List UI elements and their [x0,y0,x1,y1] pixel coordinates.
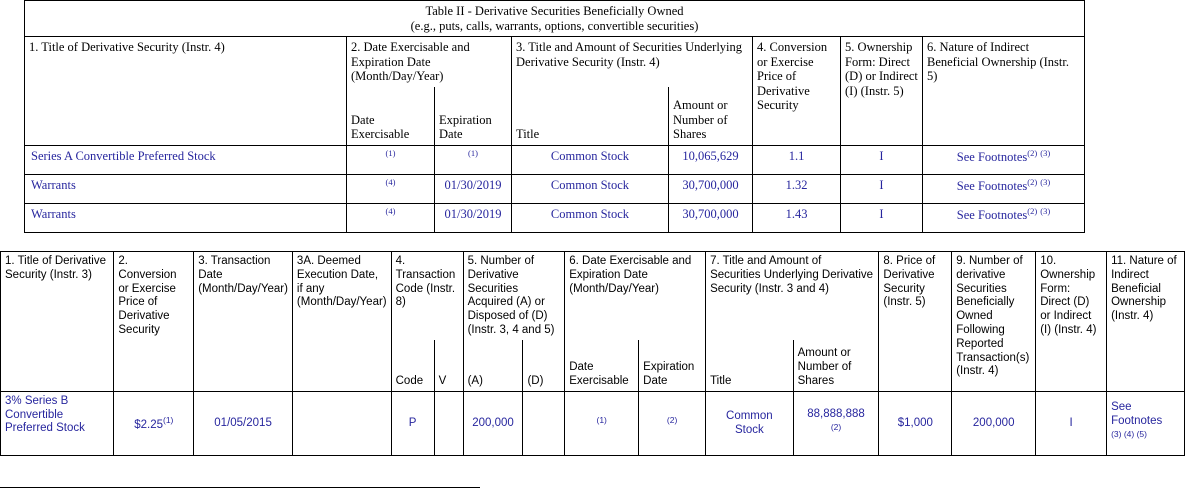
header-expiration-date: Expiration Date [435,87,512,146]
footnote-ref[interactable]: (4) [385,176,396,187]
cell-v [434,391,463,455]
footnote-ref[interactable]: (2) [1027,205,1038,216]
table-ii-container [24,0,1094,233]
cell-derivative-title: Series A Convertible Preferred Stock [25,145,347,174]
see-footnotes-link[interactable]: See Footnotes [956,207,1028,222]
cell-conversion-price: 1.32 [753,174,841,203]
header-ownership-form: 10. Ownership Form: Direct (D) or Indirect (I) (Instr. 4) [1036,252,1107,392]
table-ii-title [25,1,1085,37]
footnote-ref[interactable]: (1) [596,414,607,425]
header-title-amount-underlying: 3. Title and Amount of Securities Underlying Derivative Security (Instr. 4) [512,37,753,87]
header-price-of-derivative-security: 8. Price of Derivative Security (Instr. 5) [879,252,952,392]
table-ii-title-row [25,1,1085,37]
header-amount-or-number-of-shares: Amount or Number of Shares [793,340,879,392]
cell-underlying-title: Common Stock [512,174,669,203]
footnote-ref[interactable]: (2) [666,414,678,425]
cell-date-exercisable [347,203,435,232]
cell-nature-of-ownership [923,174,1085,203]
table-i-container [0,251,1185,456]
cell-conversion-price: 1.1 [753,145,841,174]
cell-amount-shares [793,391,879,455]
cell-underlying-title: Common Stock [512,203,669,232]
header-transaction-date: 3. Transaction Date (Month/Day/Year) [194,252,293,392]
cell-derivative-title: Warrants [25,203,347,232]
header-transaction-code: 4. Transaction Code (Instr. 8) [391,252,463,340]
table-row [25,203,1085,232]
cell-acquired: 200,000 [463,391,523,455]
header-conversion-exercise-price: 4. Conversion or Exercise Price of Derivative Security [753,37,841,146]
footnote-ref[interactable]: (1) [468,147,478,158]
header-underlying-title: Title [706,340,794,392]
cell-underlying-title: Common Stock [512,145,669,174]
cell-price-of-derivative: $1,000 [879,391,952,455]
cell-transaction-date: 01/05/2015 [194,391,293,455]
header-date-exercisable: Date Exercisable [565,340,639,392]
header-nature-of-indirect-ownership: 11. Nature of Indirect Beneficial Ownership (Instr. 4) [1107,252,1185,392]
table-row [25,145,1085,174]
cell-amount-shares: 30,700,000 [669,203,753,232]
footnote-ref[interactable]: (4) [385,205,396,216]
header-amount-or-number-of-shares: Amount or Number of Shares [669,87,753,146]
header-acquired: (A) [463,340,523,392]
table-row [25,174,1085,203]
header-title-of-derivative-security: 1. Title of Derivative Security (Instr. 4) [25,37,347,146]
cell-conversion-price: 1.43 [753,203,841,232]
cell-ownership-form: I [1036,391,1107,455]
cell-ownership-form: I [841,203,923,232]
header-deemed-execution-date: 3A. Deemed Execution Date, if any (Month/Day/Year) [292,252,391,392]
header-date-exercisable-expiration: 2. Date Exercisable and Expiration Date (Month/Day/Year) [347,37,512,87]
header-ownership-form: 5. Ownership Form: Direct (D) or Indirect (I) (Instr. 5) [841,37,923,146]
cell-transaction-code: P [391,391,434,455]
cell-deemed-execution-date [292,391,391,455]
cell-conversion-price [114,391,194,455]
header-nature-of-indirect-ownership: 6. Nature of Indirect Beneficial Ownership (Instr. 5) [923,37,1085,146]
footnote-ref[interactable]: (3) [1040,205,1051,216]
cell-expiration-date: 01/30/2019 [435,203,512,232]
header-conversion-exercise-price: 2. Conversion or Exercise Price of Derivative Security [114,252,194,392]
table-i-header-row-1 [1,252,1185,340]
footnote-ref[interactable]: (3) (4) (5) [1111,428,1147,439]
header-title-of-derivative-security: 1. Title of Derivative Security (Instr. 3) [1,252,114,392]
header-code: Code [391,340,434,392]
header-title-amount-underlying: 7. Title and Amount of Securities Underlying Derivative Security (Instr. 3 and 4) [706,252,879,340]
cell-disposed [523,391,565,455]
cell-expiration-date [639,391,706,455]
cell-ownership-form: I [841,145,923,174]
cell-underlying-title: Common Stock [706,391,794,455]
header-number-derivative-acquired-disposed: 5. Number of Derivative Securities Acquired (A) or Disposed of (D) (Instr. 3, 4 and 5) [463,252,565,340]
cell-nature-of-ownership [923,145,1085,174]
footnote-ref[interactable]: (2) [1027,176,1038,187]
header-v: V [434,340,463,392]
header-date-exercisable: Date Exercisable [347,87,435,146]
header-disposed: (D) [523,340,565,392]
footnote-ref[interactable]: (3) [1040,147,1051,158]
see-footnotes-link[interactable]: See Footnotes [956,178,1028,193]
cell-owned-following: 200,000 [952,391,1036,455]
see-footnotes-link[interactable]: See Footnotes [1111,401,1163,427]
cell-derivative-title: Warrants [25,174,347,203]
cell-amount-shares: 10,065,629 [669,145,753,174]
cell-derivative-title: 3% Series B Convertible Preferred Stock [1,391,114,455]
cell-nature-of-ownership [923,203,1085,232]
footnote-ref[interactable]: (1) [385,147,396,158]
header-number-owned-following: 9. Number of derivative Securities Beneficially Owned Following Reported Transaction(s) (Instr. 4) [952,252,1036,392]
cell-date-exercisable [347,174,435,203]
header-date-exercisable-expiration: 6. Date Exercisable and Expiration Date (Month/Day/Year) [565,252,706,340]
table-ii-title-line1: Table II - Derivative Securities Beneficially Owned [425,4,684,18]
cell-amount-value: 88,888,888 [807,408,865,421]
header-underlying-title: Title [512,87,669,146]
header-expiration-date: Expiration Date [639,340,706,392]
cell-date-exercisable [347,145,435,174]
cell-expiration-date [435,145,512,174]
table-ii-title-line2: (e.g., puts, calls, warrants, options, convertible securities) [410,18,699,33]
cell-conversion-price-value: $2.25 [134,418,163,431]
table-ii [24,0,1085,233]
cell-ownership-form: I [841,174,923,203]
footer-divider [0,487,480,488]
footnote-ref[interactable]: (2) [1027,147,1038,158]
cell-expiration-date: 01/30/2019 [435,174,512,203]
see-footnotes-link[interactable]: See Footnotes [956,149,1028,164]
footnote-ref[interactable]: (3) [1040,176,1051,187]
table-row [1,391,1185,455]
cell-amount-shares: 30,700,000 [669,174,753,203]
footnote-ref[interactable]: (2) [830,421,842,432]
table-ii-header-row-1 [25,37,1085,87]
cell-date-exercisable [565,391,639,455]
footnote-ref[interactable]: (1) [163,414,174,425]
cell-nature-of-ownership [1107,391,1185,455]
table-i [0,251,1185,456]
